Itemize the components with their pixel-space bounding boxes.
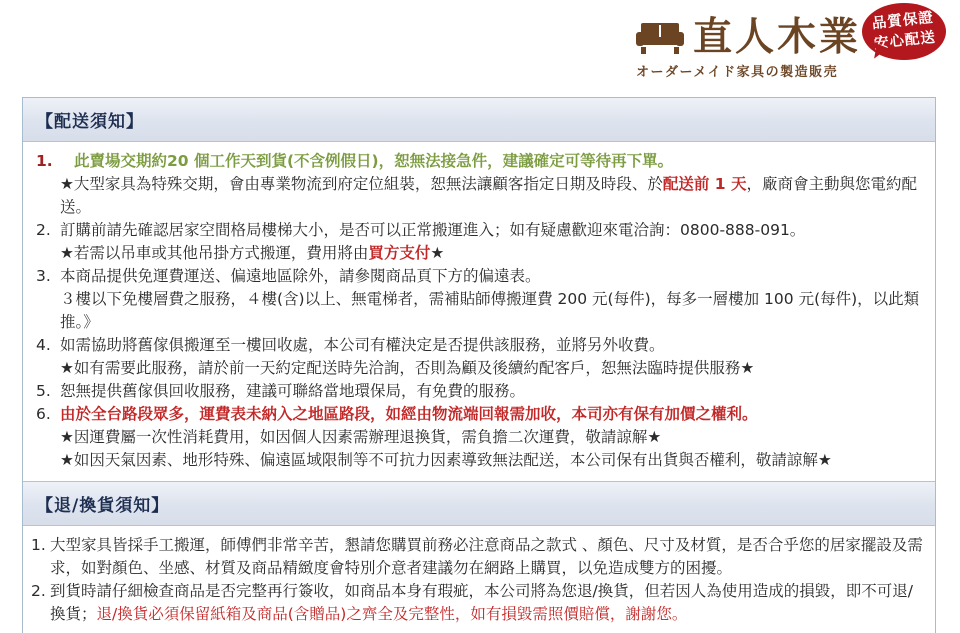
notice-item (35, 219, 923, 265)
text-segment: 此賣場交期約20 個工作天到貨(不含例假日)，恕無法接急件，建議確定可等待再下單。 (74, 152, 674, 170)
item-number: 1. (31, 536, 46, 554)
text-segment: ，廠商會主動與您電約配送。 (60, 175, 917, 216)
item-body (50, 534, 923, 580)
text-segment: 到貨時請仔細檢查商品是否完整再行簽收，如商品本身有瑕疵，本公司將為您退/換貨，但若因人為使用造成的損毀，即不可退/換貨； (50, 582, 913, 623)
text-segment: ３樓以下免樓層費之服務，４樓(含)以上、無電梯者，需補貼師傅搬運費 200 元(每件)，每多一層樓加 100 元(每件)，以此類推。》 (60, 290, 920, 331)
returns-section-title: 【退/換貨須知】 (36, 496, 170, 516)
badge-text (871, 9, 937, 54)
notice-line (60, 380, 923, 403)
badge-line-1: 品質保證 (871, 9, 935, 33)
item-number: 3. (36, 267, 51, 285)
item-number: 2. (36, 221, 51, 239)
notice-line (60, 449, 923, 472)
item-body (60, 380, 923, 403)
notice-item (35, 265, 923, 334)
item-number: 4. (36, 336, 51, 354)
text-segment: 配送前 1 天 (662, 175, 747, 193)
shipping-section-title: 【配送須知】 (36, 112, 144, 132)
notice-item (35, 150, 923, 219)
returns-section-header (23, 481, 935, 526)
sofa-icon (636, 23, 684, 55)
shipping-section-content (23, 142, 935, 481)
notice-line (60, 357, 923, 380)
notice-line (60, 150, 923, 173)
notice-box (22, 97, 936, 633)
returns-section-content (23, 526, 935, 633)
notice-line (60, 426, 923, 449)
quality-badge (862, 3, 946, 60)
brand-name: 直人木業 (693, 14, 862, 60)
notice-line (60, 242, 923, 265)
text-segment: 大型家具皆採手工搬運，師傅們非常辛苦，懇請您購買前務必注意商品之款式 、顏色、尺寸及材質，是否合乎您的居家擺設及需求，如對顏色、坐感、材質及商品精緻度會特別介意者建議勿在網路上購買，以免造成雙方的困擾。 (50, 536, 923, 577)
text-segment: 買方支付 (368, 244, 431, 262)
item-body (60, 403, 923, 472)
notice-line (60, 403, 923, 426)
text-segment: 由於全台路段眾多，運費表未納入之地區路段，如經由物流端回報需加收，本司亦有保有加價之權利。 (60, 405, 758, 423)
text-segment: ★大型家具為特殊交期，會由專業物流到府定位組裝，恕無法讓顧客指定日期及時段、於 (60, 175, 663, 193)
text-segment: ★如有需要此服務，請於前一天約定配送時先洽詢，否則為顧及後續約配客戶，恕無法臨時提供服務★ (60, 359, 755, 377)
text-segment: ★如因天氣因素、地形特殊、偏遠區域限制等不可抗力因素導致無法配送，本公司保有出貨與否權利，敬請諒解★ (60, 451, 832, 469)
item-body (60, 150, 923, 219)
item-number: 1. (36, 152, 53, 170)
text-segment: 訂購前請先確認居家空間格局樓梯大小，是否可以正常搬運進入；如有疑慮歡迎來電洽詢：0800-888-091。 (60, 221, 806, 239)
notice-item (31, 534, 923, 580)
notice-line (60, 334, 923, 357)
item-body (60, 219, 923, 265)
item-number: 2. (31, 582, 46, 600)
notice-line (60, 219, 923, 242)
notice-item (35, 334, 923, 380)
item-body (50, 580, 923, 626)
text-segment: 退/換貨必須保留紙箱及商品(含贈品)之齊全及完整性，如有損毀需照價賠償，謝謝您。 (96, 605, 688, 623)
text-segment: ★若需以吊車或其他吊掛方式搬運，費用將由 (60, 244, 369, 262)
badge-line-2: 安心配送 (873, 29, 937, 52)
notice-item (35, 380, 923, 403)
notice-line (60, 265, 923, 288)
text-segment: 恕無提供舊傢俱回收服務，建議可聯絡當地環保局，有免費的服務。 (60, 382, 526, 400)
notice-line (60, 288, 923, 334)
brand-tagline: オーダーメイド家具の製造販売 (636, 65, 839, 80)
notice-item (31, 580, 923, 626)
item-body (60, 334, 923, 380)
shipping-section-header (23, 98, 935, 142)
notice-line (50, 534, 923, 580)
text-segment: 本商品提供免運費運送、偏遠地區除外，請參閱商品頁下方的偏遠表。 (60, 267, 541, 285)
notice-item (35, 403, 923, 472)
item-number: 6. (36, 405, 51, 423)
text-segment: ★因運費屬一次性消耗費用，如因個人因素需辦理退換貨，需負擔二次運費，敬請諒解★ (60, 428, 662, 446)
notice-line (60, 173, 923, 219)
text-segment: ★ (430, 244, 445, 262)
text-segment: 如需協助將舊傢俱搬運至一樓回收處，本公司有權決定是否提供該服務，並將另外收費。 (60, 336, 665, 354)
item-number: 5. (36, 382, 51, 400)
item-body (60, 265, 923, 334)
notice-line (50, 580, 923, 626)
